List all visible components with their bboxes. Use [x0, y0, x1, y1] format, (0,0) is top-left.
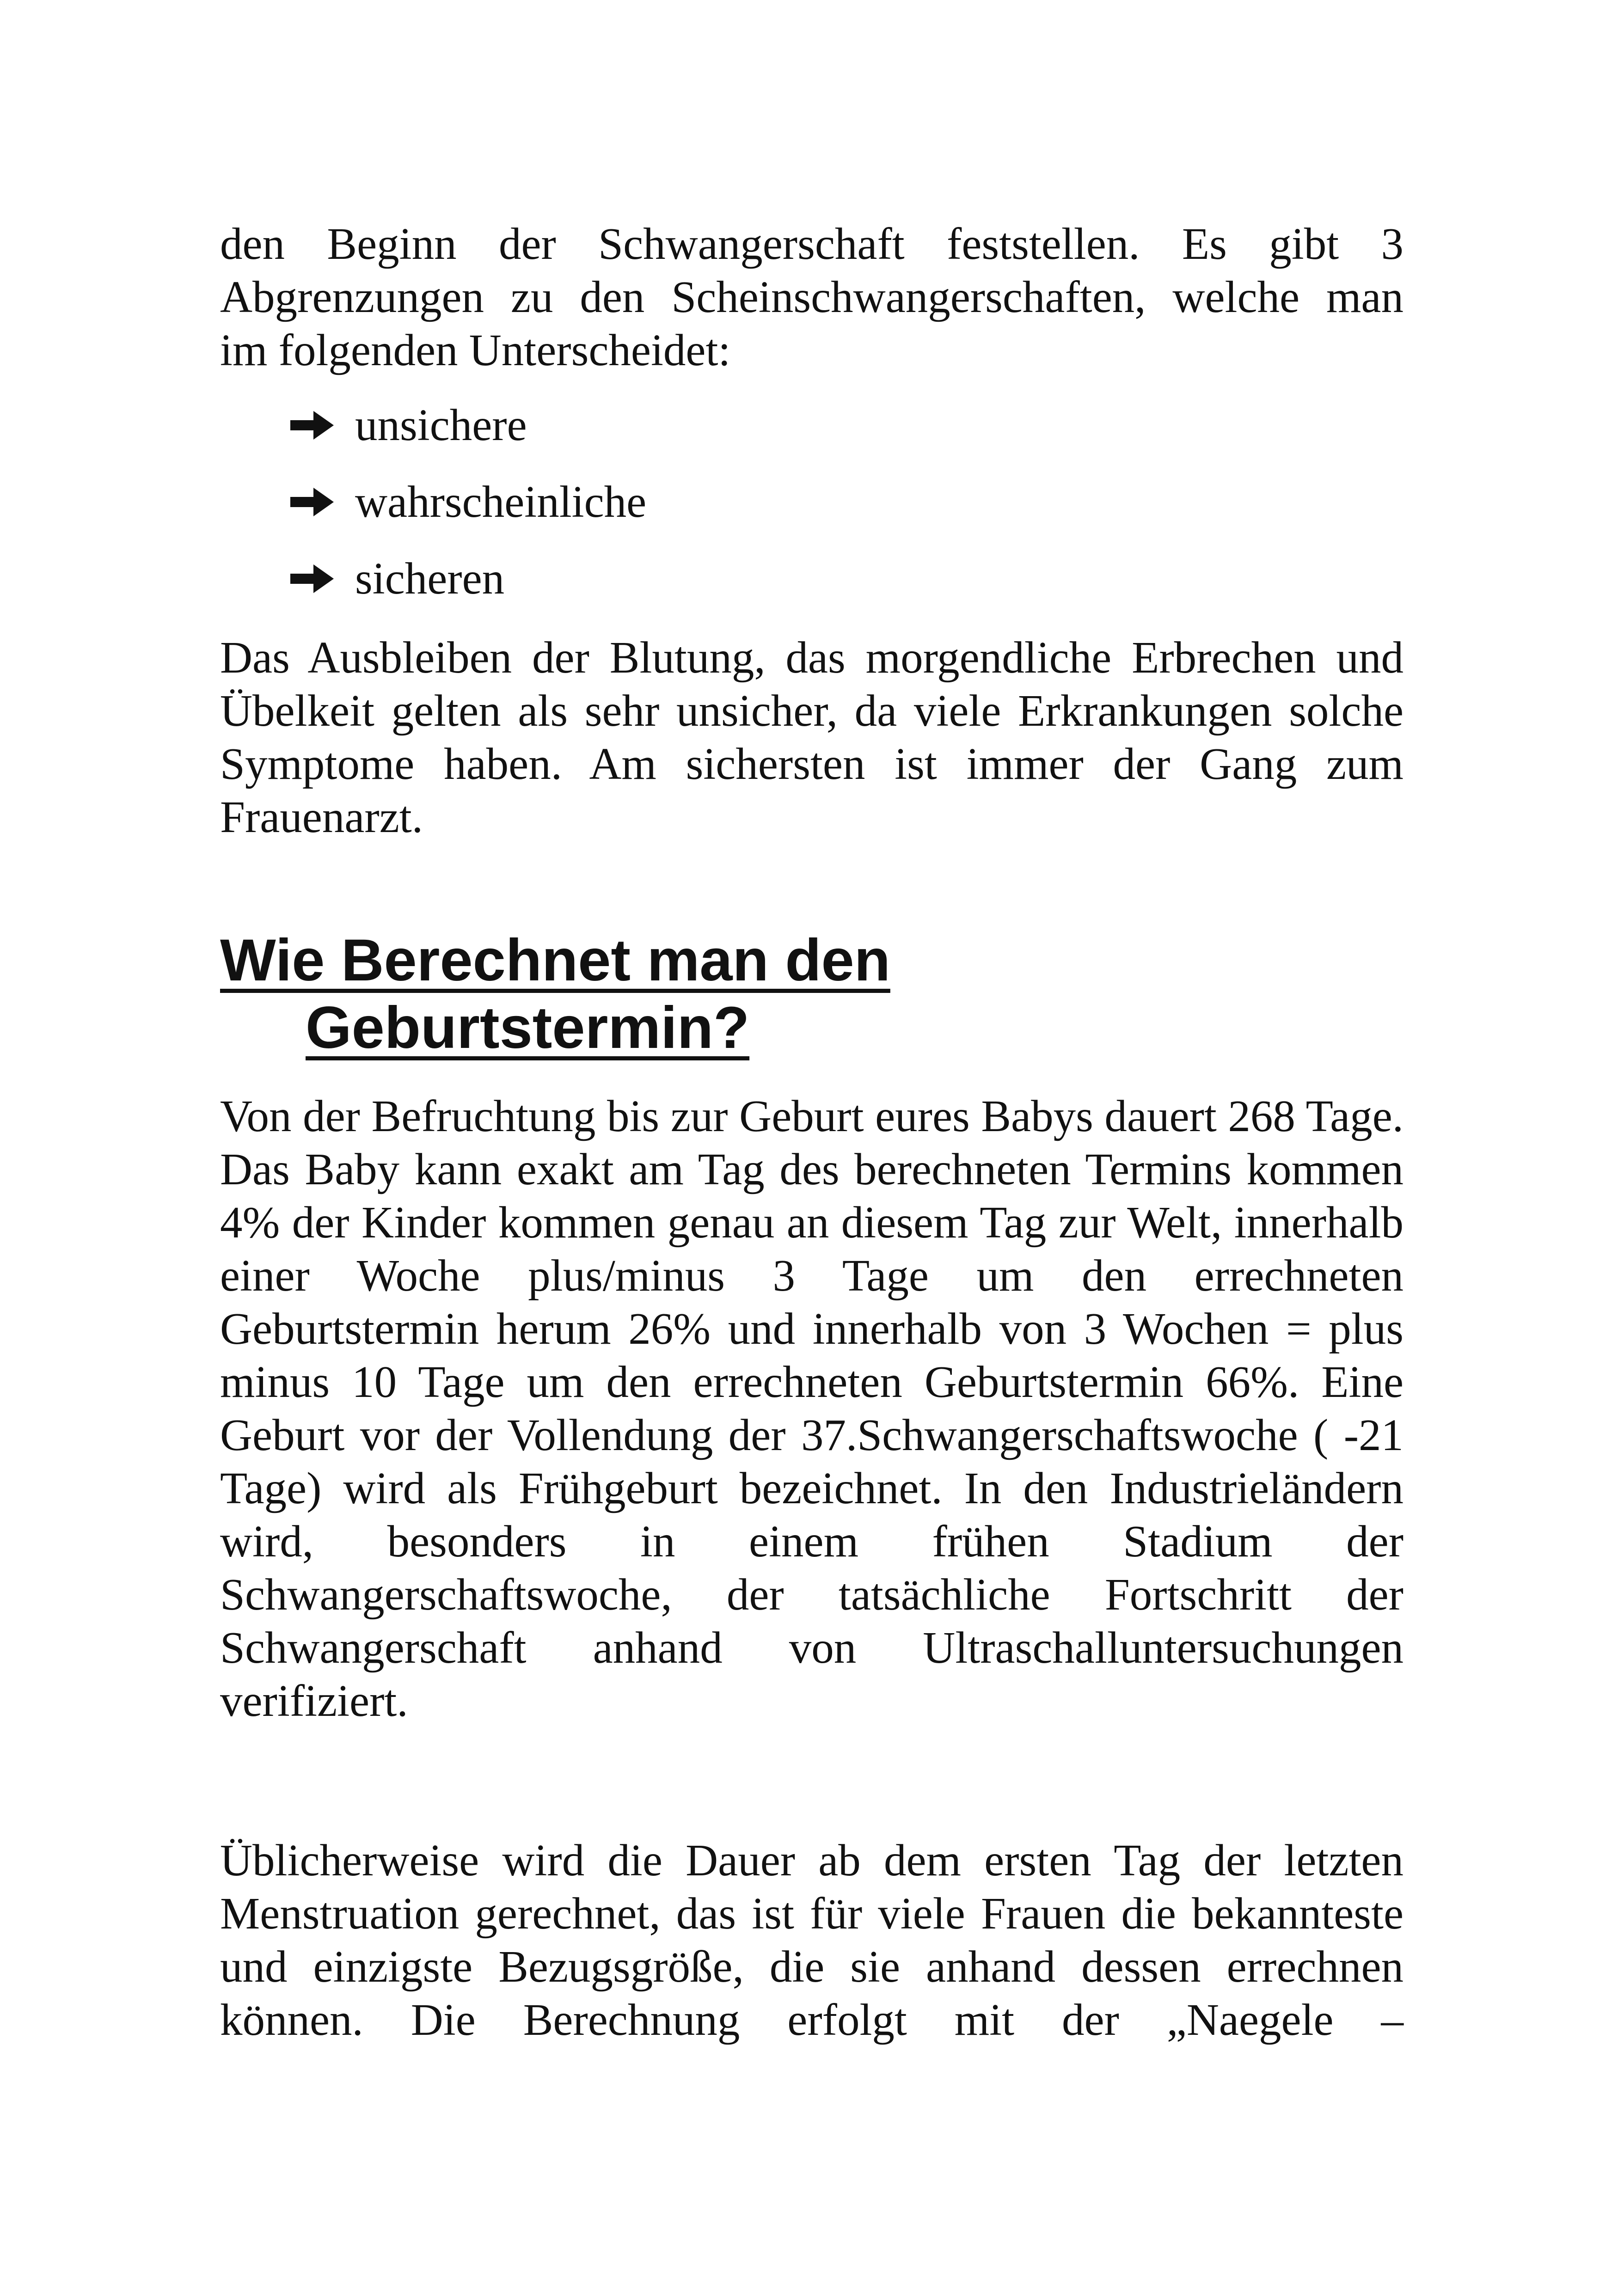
paragraph-intro-line3: im folgenden Unterscheidet:	[220, 325, 731, 375]
bullet-list	[220, 387, 1403, 617]
paragraph-intro-line1: den Beginn der Schwangerschaft feststellen. Es gibt 3	[220, 219, 1403, 269]
bullet-item	[289, 464, 1403, 540]
bullet-label: wahrscheinliche	[355, 477, 647, 527]
right-arrow-icon	[289, 563, 336, 595]
section-heading	[220, 927, 1403, 1062]
spacer	[220, 1727, 1403, 1834]
bullet-item	[289, 387, 1403, 464]
right-arrow-icon	[289, 486, 336, 518]
paragraph-symptoms: Das Ausbleiben der Blutung, das morgendliche Erbrechen und Übelkeit gelten als sehr unsicher, da viele Erkrankungen solche Symptome haben. Am sichersten ist immer der Gang zum Frauenarzt.	[220, 633, 1403, 842]
heading-line2: Geburtstermin?	[306, 995, 750, 1061]
right-arrow-icon	[289, 409, 336, 441]
paragraph-menstruation: Üblicherweise wird die Dauer ab dem ersten Tag der letzten Menstruation gerechnet, das ist für viele Frauen die bekannteste und einzigste Bezugsgröße, die sie anhand dessen errechnen können. Die Berechnung erfolgt mit der „Naegele –	[220, 1836, 1403, 2045]
bullet-label: unsichere	[355, 400, 527, 450]
bullet-label: sicheren	[355, 554, 505, 603]
paragraph-intro	[220, 217, 1403, 377]
paragraph-intro-line2: Abgrenzungen zu den Scheinschwangerschaften, welche man	[220, 272, 1403, 322]
document-page	[220, 217, 1403, 2046]
bullet-item	[289, 540, 1403, 617]
heading-line1: Wie Berechnet man den	[220, 927, 890, 993]
paragraph-calculation: Von der Befruchtung bis zur Geburt eures Babys dauert 268 Tage. Das Baby kann exakt am Tag des berechneten Termins kommen 4% der Kinder kommen genau an diesem Tag zur Welt, innerhalb einer Woche plus/minus 3 Tage um den errechneten Geburtstermin herum 26% und innerhalb von 3 Wochen = plus minus 10 Tage um den errechneten Geburtstermin 66%. Eine Geburt vor der Vollendung der 37.Schwangerschaftswoche ( -21 Tage) wird als Frühgeburt bezeichnet. In den Industrieländern wird, besonders in einem frühen Stadium der Schwangerschaftswoche, der tatsächliche Fortschritt der Schwangerschaft anhand von Ultraschalluntersuchungen verifiziert.	[220, 1091, 1403, 1726]
